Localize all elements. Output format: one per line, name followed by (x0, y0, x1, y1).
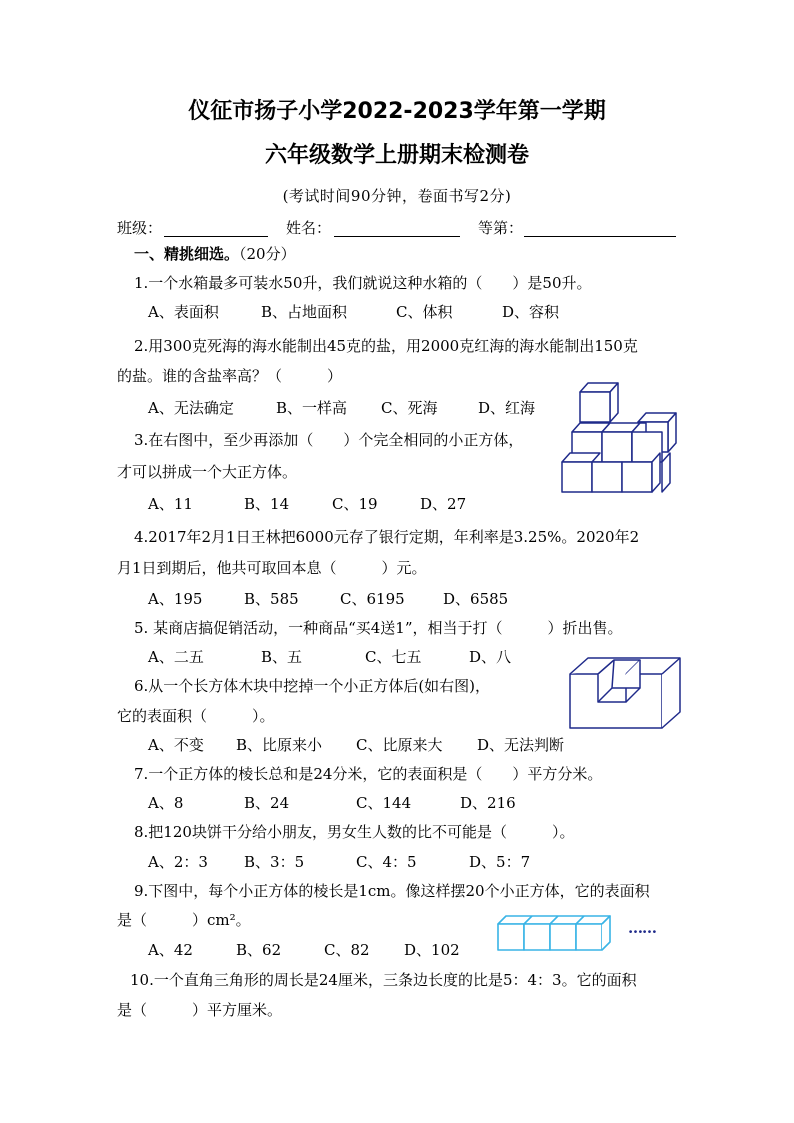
q4-option-c: C、6195 (340, 590, 405, 608)
class-field[interactable] (164, 236, 268, 237)
continuation-dots: …… (628, 919, 656, 937)
question-3-stem-line1: 3.在右图中，至少再添加（ ）个完全相同的小正方体， (134, 431, 524, 449)
q3-option-b: B、14 (244, 495, 290, 513)
q4-option-d: D、6585 (443, 590, 509, 608)
name-field[interactable] (334, 236, 460, 237)
question-8-stem: 8.把120块饼干分给小朋友，男女生人数的比不可能是（ ）。 (134, 823, 575, 841)
q9-option-a: A、42 (148, 941, 193, 959)
question-6-stem-line1: 6.从一个长方体木块中挖掉一个小正方体后(如右图)， (134, 677, 491, 695)
q4-option-b: B、585 (244, 590, 299, 608)
q8-option-c: C、4：5 (356, 853, 417, 871)
q9-option-c: C、82 (324, 941, 370, 959)
q3-option-c: C、19 (332, 495, 378, 513)
grade-label: 等第： (478, 219, 524, 237)
cube-row-figure (496, 914, 612, 952)
q8-option-b: B、3：5 (244, 853, 305, 871)
question-3-stem-line2: 才可以拼成一个大正方体。 (117, 463, 298, 481)
page-title: 仪征市扬子小学2022-2023学年第一学期 (188, 99, 606, 124)
q3-option-d: D、27 (420, 495, 467, 513)
page-subtitle: 六年级数学上册期末检测卷 (264, 143, 529, 168)
q2-option-a: A、无法确定 (148, 399, 234, 417)
name-label: 姓名： (286, 219, 332, 237)
question-4-stem-line1: 4.2017年2月1日王林把6000元存了银行定期，年利率是3.25%。2020年2 (134, 528, 640, 546)
q3-option-a: A、11 (148, 495, 193, 513)
cube-stack-figure (560, 378, 680, 498)
question-1-stem: 1.一个水箱最多可装水50升，我们就说这种水箱的（ ）是50升。 (134, 274, 592, 292)
class-label: 班级： (117, 219, 163, 237)
q2-option-c: C、死海 (381, 399, 438, 417)
question-10-stem-line1: 10.一个直角三角形的周长是24厘米，三条边长度的比是5：4：3。它的面积 (130, 971, 637, 989)
q5-option-d: D、八 (469, 648, 512, 666)
question-9-stem-line1: 9.下图中，每个小正方体的棱长是1cm。像这样摆20个小正方体，它的表面积 (134, 882, 650, 900)
section-heading (134, 244, 296, 264)
q5-option-a: A、二五 (148, 648, 204, 666)
q4-option-a: A、195 (148, 590, 203, 608)
carved-block-figure (568, 654, 684, 730)
question-10-stem-line2: 是（ ）平方厘米。 (117, 1001, 283, 1019)
q7-option-a: A、8 (148, 794, 184, 812)
q1-option-a: A、表面积 (148, 303, 219, 321)
section-points: （20分） (239, 245, 296, 263)
question-7-stem: 7.一个正方体的棱长总和是24分米，它的表面积是（ ）平方分米。 (134, 765, 603, 783)
q2-option-b: B、一样高 (276, 399, 348, 417)
q5-option-c: C、七五 (365, 648, 422, 666)
q1-option-c: C、体积 (396, 303, 453, 321)
question-6-stem-line2: 它的表面积（ ）。 (117, 707, 275, 725)
q5-option-b: B、五 (261, 648, 303, 666)
q6-option-a: A、不变 (148, 736, 204, 754)
q6-option-b: B、比原来小 (236, 736, 323, 754)
q1-option-b: B、占地面积 (261, 303, 348, 321)
q6-option-c: C、比原来大 (356, 736, 443, 754)
q6-option-d: D、无法判断 (477, 736, 565, 754)
q7-option-b: B、24 (244, 794, 290, 812)
question-2-stem-line2: 的盐。谁的含盐率高？（ ） (117, 367, 343, 385)
q2-option-d: D、红海 (478, 399, 536, 417)
q7-option-d: D、216 (460, 794, 516, 812)
question-9-stem-line2: 是（ ）cm²。 (117, 911, 251, 929)
q8-option-a: A、2：3 (148, 853, 208, 871)
q8-option-d: D、5：7 (469, 853, 531, 871)
q1-option-d: D、容积 (502, 303, 560, 321)
exam-info: (考试时间90分钟，卷面书写2分) (282, 187, 512, 205)
q7-option-c: C、144 (356, 794, 412, 812)
q9-option-b: B、62 (236, 941, 282, 959)
question-2-stem-line1: 2.用300克死海的海水能制出45克的盐，用2000克红海的海水能制出150克 (134, 337, 638, 355)
question-5-stem: 5. 某商店搞促销活动，一种商品“买4送1”，相当于打（ ）折出售。 (134, 619, 623, 637)
section-title: 一、精挑细选。 (134, 245, 240, 263)
q9-option-d: D、102 (404, 941, 460, 959)
grade-field[interactable] (524, 236, 676, 237)
question-4-stem-line2: 月1日到期后，他共可取回本息（ ）元。 (117, 559, 427, 577)
